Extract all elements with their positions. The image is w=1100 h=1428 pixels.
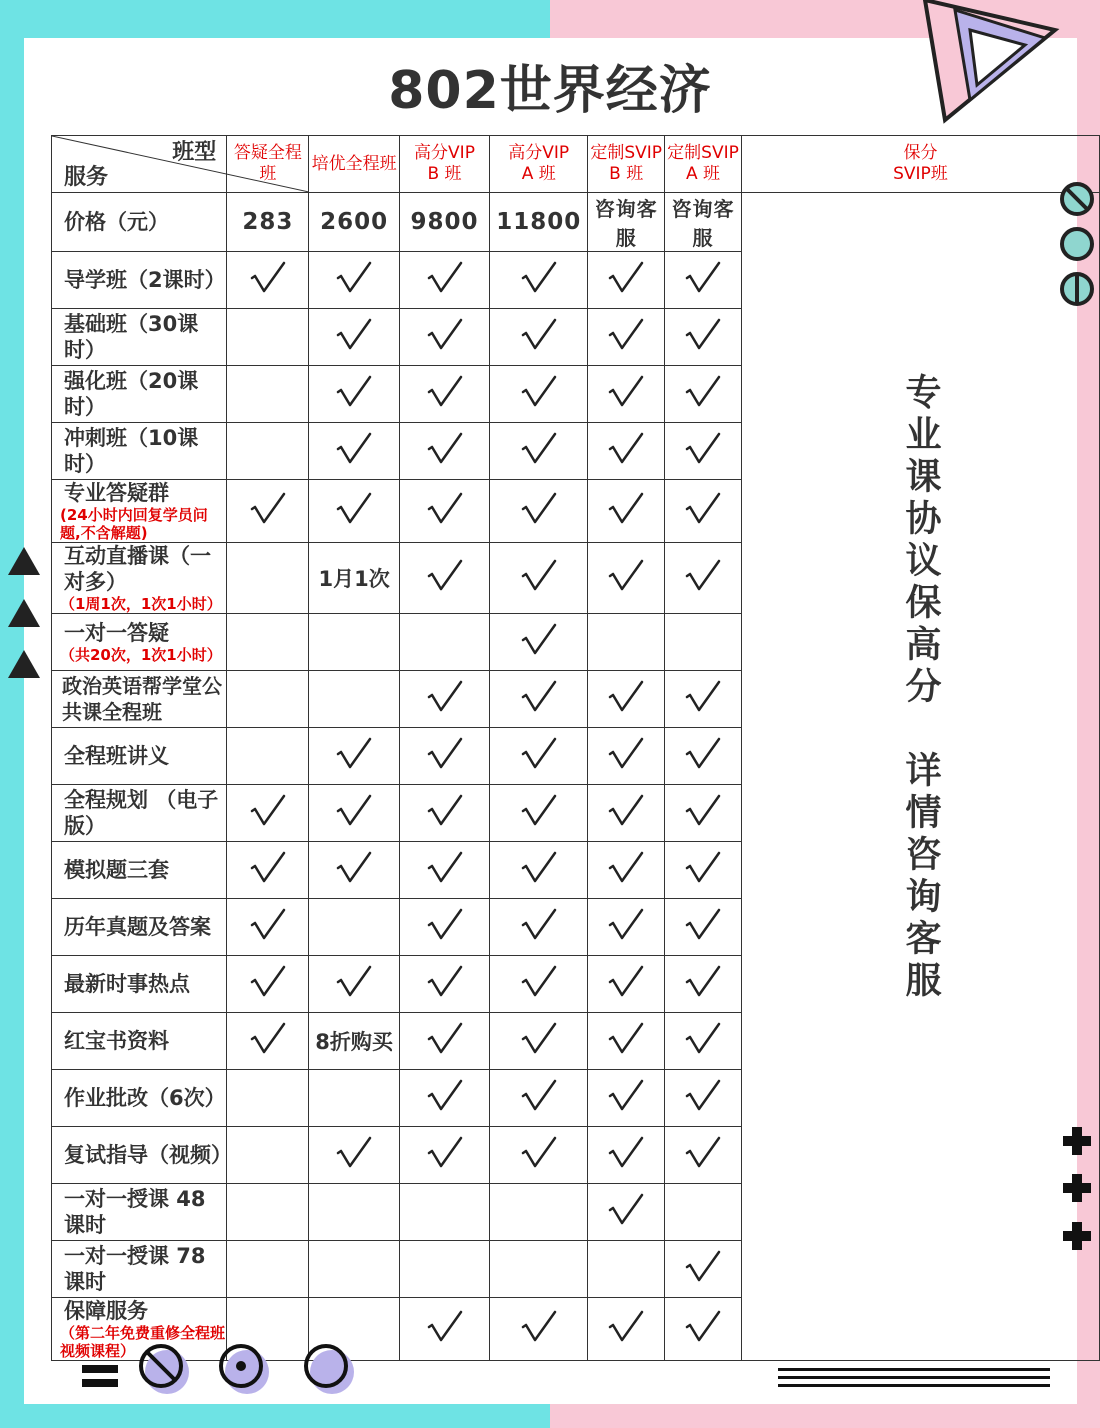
checkmark-icon [520,559,558,593]
checkmark-icon [249,261,287,295]
checkmark-icon [684,492,722,526]
row-label [52,1241,227,1298]
service-name: 导学班（2课时） [64,268,226,292]
row-label [52,785,227,842]
table-cell [665,252,742,309]
table-cell [309,842,399,899]
checkmark-icon [607,794,645,828]
checkmark-icon [426,318,464,352]
table-cell [490,1184,588,1241]
row-label [52,480,227,543]
class-header [588,136,665,193]
checkmark-icon [335,851,373,885]
table-cell [665,1298,742,1361]
class-header-label: 定制SVIP [667,143,739,163]
corner-bottom-label: 服务 [64,165,109,190]
table-cell [309,1070,399,1127]
table-cell [588,728,665,785]
table-cell [490,1241,588,1298]
table-cell [588,309,665,366]
class-header [665,136,742,193]
checkmark-icon [335,432,373,466]
header-corner [52,136,227,193]
checkmark-icon [684,794,722,828]
checkmark-icon [426,908,464,942]
checkmark-icon [684,851,722,885]
header-row [52,136,1100,193]
checkmark-icon [249,965,287,999]
table-cell [665,309,742,366]
price-cell: 咨询客服 [588,193,665,252]
class-header-label: 培优全程班 [311,153,397,174]
class-header-label: 高分VIP [508,143,570,163]
table-cell [309,480,399,543]
table-cell [399,480,489,543]
table-cell [490,1070,588,1127]
checkmark-icon [249,1022,287,1056]
table-cell [399,899,489,956]
checkmark-icon [335,261,373,295]
triangle-marker-icon [6,648,42,680]
table-cell [399,423,489,480]
checkmark-icon [607,1022,645,1056]
table-cell [399,1070,489,1127]
checkmark-icon [335,1136,373,1170]
cell-text: 1月1次 [318,567,390,591]
dot-circle-icon [215,1342,277,1398]
checkmark-icon [607,432,645,466]
split-circle-icon [1058,270,1096,308]
table-cell [399,252,489,309]
price-cell: 283 [227,193,309,252]
table-cell [309,366,399,423]
table-cell [490,480,588,543]
class-header-label: SVIP班 [893,164,948,184]
price-cell: 9800 [399,193,489,252]
table-cell [490,1127,588,1184]
checkmark-icon [426,1079,464,1113]
service-name: 一对一授课 78课时 [64,1244,206,1294]
checkmark-icon [520,965,558,999]
table-cell [399,366,489,423]
table-cell [665,1013,742,1070]
checkmark-icon [684,908,722,942]
table-cell [588,1298,665,1361]
table-cell [399,728,489,785]
table-cell [490,252,588,309]
row-label [52,423,227,480]
table-cell [399,1298,489,1361]
price-cell: 2600 [309,193,399,252]
checkmark-icon [520,623,558,657]
table-cell [227,252,309,309]
table-cell [665,1070,742,1127]
table-cell [309,785,399,842]
table-cell [490,366,588,423]
checkmark-icon [520,1022,558,1056]
checkmark-icon [335,737,373,771]
checkmark-icon [684,318,722,352]
checkmark-icon [426,1136,464,1170]
checkmark-icon [520,680,558,714]
row-label: 价格（元） [52,193,227,252]
table-cell [588,614,665,671]
table-cell [309,543,399,614]
equals-icon [80,1362,120,1390]
corner-top-label: 班型 [172,140,217,165]
service-name: 强化班（20课时） [64,369,199,419]
class-header [399,136,489,193]
class-header-label: 答疑全程班 [233,143,302,184]
checkmark-icon [607,318,645,352]
table-cell [399,1241,489,1298]
table-cell [309,309,399,366]
side-note: 专业课协议保高分 详情咨询客服 [899,373,941,1003]
table-cell [309,252,399,309]
checkmark-icon [426,375,464,409]
table-cell [665,956,742,1013]
checkmark-icon [607,965,645,999]
table-cell [588,1070,665,1127]
plus-icon [1061,1172,1093,1204]
table-cell [399,614,489,671]
service-name: 作业批改（6次） [64,1086,226,1110]
checkmark-icon [607,375,645,409]
checkmark-icon [426,737,464,771]
table-cell [309,899,399,956]
table-cell [588,1013,665,1070]
checkmark-icon [426,794,464,828]
table-cell [399,1184,489,1241]
class-header-label: B 班 [427,164,462,184]
class-header [490,136,588,193]
checkmark-icon [520,908,558,942]
pricing-table [51,135,1100,1361]
row-label [52,728,227,785]
table-cell [588,543,665,614]
table-cell [490,671,588,728]
class-header-label: A 班 [521,164,556,184]
plus-icon [1061,1125,1093,1157]
checkmark-icon [426,1310,464,1344]
checkmark-icon [249,794,287,828]
circle-icon [1058,225,1096,263]
table-cell [309,728,399,785]
table-cell [227,1070,309,1127]
checkmark-icon [607,492,645,526]
table-cell [227,480,309,543]
table-cell [309,423,399,480]
table-cell [588,956,665,1013]
table-cell [309,671,399,728]
checkmark-icon [335,318,373,352]
service-name: 政治英语帮学堂公共课全程班 [62,674,222,724]
table-cell [490,309,588,366]
checkmark-icon [426,1022,464,1056]
service-note: （共20次，1次1小时） [60,646,222,664]
checkmark-icon [607,680,645,714]
checkmark-icon [520,261,558,295]
circle-icon [300,1342,362,1398]
table-cell [588,423,665,480]
table-cell [227,842,309,899]
table-cell [227,785,309,842]
service-name: 模拟题三套 [64,858,169,882]
checkmark-icon [335,375,373,409]
checkmark-icon [249,851,287,885]
table-cell [227,1241,309,1298]
table-cell [665,1127,742,1184]
triangle-marker-icon [6,545,42,577]
table-cell [490,543,588,614]
table-cell [227,1127,309,1184]
service-name: 全程班讲义 [64,744,169,768]
cell-text: 8折购买 [315,1030,393,1054]
row-label [52,671,227,728]
table-cell [588,1127,665,1184]
table-cell [227,899,309,956]
table-cell [490,956,588,1013]
slashed-circle-icon [135,1342,197,1398]
checkmark-icon [684,1250,722,1284]
table-cell [588,252,665,309]
service-name: 互动直播课（一对多） [64,544,211,594]
table-cell [399,956,489,1013]
checkmark-icon [520,851,558,885]
table-cell [309,614,399,671]
checkmark-icon [607,851,645,885]
checkmark-icon [607,1310,645,1344]
table-cell [490,728,588,785]
service-name: 红宝书资料 [64,1029,169,1053]
table-cell [227,671,309,728]
row-label [52,543,227,614]
checkmark-icon [520,318,558,352]
checkmark-icon [520,737,558,771]
checkmark-icon [426,559,464,593]
checkmark-icon [684,261,722,295]
row-label [52,899,227,956]
row-label [52,1013,227,1070]
class-header-label: 高分VIP [414,143,475,163]
table-cell [588,842,665,899]
table-cell [665,671,742,728]
checkmark-icon [335,794,373,828]
checkmark-icon [520,432,558,466]
table-cell [227,423,309,480]
table-cell [490,842,588,899]
checkmark-icon [520,1310,558,1344]
table-cell [665,543,742,614]
table-cell [399,309,489,366]
price-cell: 咨询客服 [665,193,742,252]
table-cell [588,366,665,423]
table-cell [588,480,665,543]
checkmark-icon [607,559,645,593]
service-name: 一对一授课 48课时 [64,1187,206,1237]
checkmark-icon [684,432,722,466]
side-note-cell [741,193,1099,1361]
checkmark-icon [426,680,464,714]
price-cell: 11800 [490,193,588,252]
triangle-marker-icon [6,597,42,629]
service-name: 冲刺班（10课时） [64,426,199,476]
service-name: 一对一答疑 [64,621,169,645]
table-cell [227,728,309,785]
checkmark-icon [684,680,722,714]
class-header [741,136,1099,193]
class-header-label: 保分 [903,143,938,163]
table-cell [227,366,309,423]
table-cell [665,728,742,785]
service-name: 历年真题及答案 [64,915,211,939]
table-cell [309,1013,399,1070]
checkmark-icon [684,1022,722,1056]
checkmark-icon [426,261,464,295]
plus-icon [1061,1220,1093,1252]
table-cell [227,1013,309,1070]
service-name: 专业答疑群 [64,481,169,505]
checkmark-icon [607,1136,645,1170]
table-cell [490,423,588,480]
checkmark-icon [335,492,373,526]
table-cell [227,956,309,1013]
table-cell [588,671,665,728]
checkmark-icon [520,794,558,828]
table-cell [399,785,489,842]
table-cell [665,785,742,842]
table-cell [490,899,588,956]
row-label [52,842,227,899]
service-note: （1周1次，1次1小时） [60,595,222,613]
service-name: 最新时事热点 [64,972,190,996]
row-label [52,614,227,671]
checkmark-icon [607,908,645,942]
row-label [52,1070,227,1127]
checkmark-icon [607,1079,645,1113]
table-cell [227,1184,309,1241]
page-title: 802世界经济 [388,61,712,121]
table-cell [588,1184,665,1241]
table-cell [588,1241,665,1298]
service-note: （第二年免费重修全程班视频课程） [60,1324,226,1360]
table-cell [399,1127,489,1184]
checkmark-icon [607,261,645,295]
checkmark-icon [520,1136,558,1170]
checkmark-icon [684,737,722,771]
checkmark-icon [426,492,464,526]
checkmark-icon [426,432,464,466]
checkmark-icon [684,1310,722,1344]
table-cell [490,785,588,842]
checkmark-icon [607,737,645,771]
checkmark-icon [335,965,373,999]
checkmark-icon [249,492,287,526]
checkmark-icon [249,908,287,942]
price-row [52,193,1100,252]
table-cell [309,1127,399,1184]
table-cell [309,1241,399,1298]
service-name: 全程规划 （电子版） [64,788,219,838]
row-label [52,309,227,366]
checkmark-icon [520,1079,558,1113]
table-cell [665,1184,742,1241]
checkmark-icon [520,492,558,526]
table-cell [227,309,309,366]
checkmark-icon [426,965,464,999]
table-cell [665,1241,742,1298]
service-name: 基础班（30课时） [64,312,199,362]
table-cell [665,842,742,899]
table-cell [588,899,665,956]
table-cell [665,423,742,480]
table-cell [490,1298,588,1361]
checkmark-icon [520,375,558,409]
table-cell [399,1013,489,1070]
table-cell [399,543,489,614]
checkmark-icon [684,1136,722,1170]
table-cell [588,785,665,842]
checkmark-icon [607,1193,645,1227]
triple-lines-icon [778,1367,1053,1391]
table-cell [665,480,742,543]
table-cell [490,1013,588,1070]
table-cell [665,366,742,423]
service-name: 复试指导（视频） [64,1143,232,1167]
checkmark-icon [684,559,722,593]
table-cell [665,614,742,671]
table-cell [665,899,742,956]
class-header-label: B 班 [609,164,644,184]
service-note: (24小时内回复学员问题,不含解题) [60,506,208,542]
class-header-label: 定制SVIP [590,143,663,163]
table-cell [399,842,489,899]
table-cell [490,614,588,671]
row-label [52,1127,232,1184]
row-label [52,956,227,1013]
class-header-label: A 班 [686,164,721,184]
table-cell [399,671,489,728]
checkmark-icon [684,965,722,999]
row-label [52,1184,227,1241]
checkmark-icon [684,375,722,409]
table-cell [227,543,309,614]
checkmark-icon [684,1079,722,1113]
table-cell [309,1184,399,1241]
row-label [52,366,227,423]
checkmark-icon [426,851,464,885]
table-cell [309,956,399,1013]
row-label [52,252,227,309]
slashed-circle-icon [1058,180,1096,218]
service-name: 保障服务 [64,1299,148,1323]
class-header [309,136,399,193]
table-cell [227,614,309,671]
